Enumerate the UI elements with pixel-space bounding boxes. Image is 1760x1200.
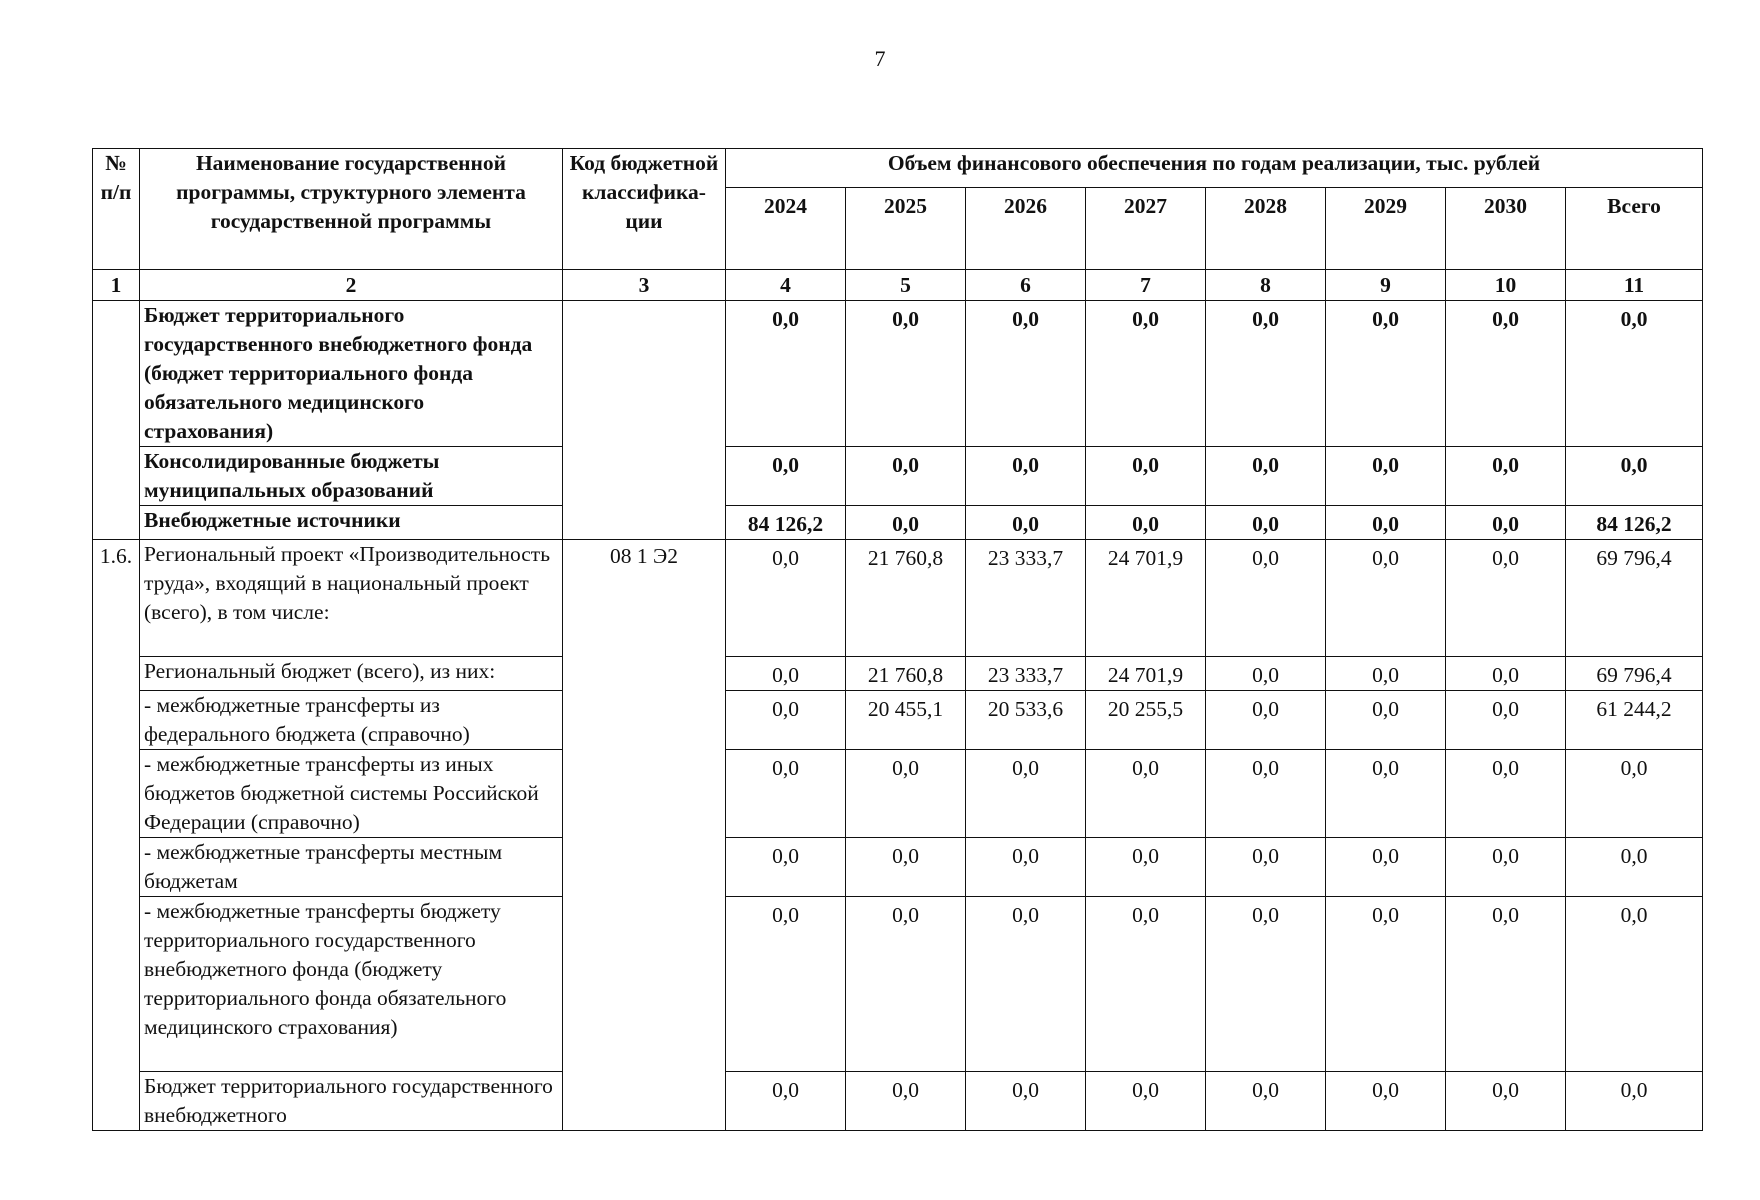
header-name: Наименование государственной программы, структурного элемента государственной программы (140, 149, 563, 270)
column-index: 7 (1086, 270, 1206, 301)
value-2025: 0,0 (846, 838, 966, 897)
table-row (93, 897, 1703, 1072)
value-2029: 0,0 (1326, 657, 1446, 691)
value-2024: 0,0 (726, 750, 846, 838)
value-2030: 0,0 (1446, 447, 1566, 506)
value-2026: 0,0 (966, 838, 1086, 897)
value-2030: 0,0 (1446, 691, 1566, 750)
header-year: 2030 (1446, 188, 1566, 270)
value-total: 0,0 (1566, 838, 1703, 897)
row-code (563, 301, 726, 540)
value-2025: 21 760,8 (846, 540, 966, 657)
value-2024: 0,0 (726, 301, 846, 447)
value-2024: 0,0 (726, 1072, 846, 1131)
value-2030: 0,0 (1446, 657, 1566, 691)
value-2028: 0,0 (1206, 897, 1326, 1072)
column-index-row (93, 270, 1703, 301)
row-name: - межбюджетные трансферты местным бюджетам (140, 838, 563, 897)
row-name: - межбюджетные трансферты бюджету территориального государственного внебюджетного фонда (бюджету территориального фонда обязательного медицинского страхования) (140, 897, 563, 1072)
value-total: 61 244,2 (1566, 691, 1703, 750)
value-2028: 0,0 (1206, 540, 1326, 657)
value-2024: 0,0 (726, 540, 846, 657)
value-2027: 0,0 (1086, 1072, 1206, 1131)
value-2027: 0,0 (1086, 838, 1206, 897)
value-2028: 0,0 (1206, 691, 1326, 750)
value-2030: 0,0 (1446, 897, 1566, 1072)
value-2026: 0,0 (966, 506, 1086, 540)
column-index: 6 (966, 270, 1086, 301)
header-volume: Объем финансового обеспечения по годам реализации, тыс. рублей (726, 149, 1703, 188)
value-2025: 21 760,8 (846, 657, 966, 691)
value-2027: 0,0 (1086, 301, 1206, 447)
column-index: 2 (140, 270, 563, 301)
value-2030: 0,0 (1446, 838, 1566, 897)
row-name: Консолидированные бюджеты муниципальных образований (140, 447, 563, 506)
value-2030: 0,0 (1446, 1072, 1566, 1131)
value-2025: 0,0 (846, 447, 966, 506)
value-2024: 84 126,2 (726, 506, 846, 540)
value-2026: 0,0 (966, 1072, 1086, 1131)
value-2026: 23 333,7 (966, 540, 1086, 657)
value-2028: 0,0 (1206, 447, 1326, 506)
value-2027: 24 701,9 (1086, 540, 1206, 657)
header-year: 2029 (1326, 188, 1446, 270)
value-2030: 0,0 (1446, 506, 1566, 540)
value-2029: 0,0 (1326, 750, 1446, 838)
value-total: 0,0 (1566, 1072, 1703, 1131)
table-row (93, 838, 1703, 897)
value-2027: 0,0 (1086, 506, 1206, 540)
financing-table (92, 148, 1703, 1131)
row-name: Региональный бюджет (всего), из них: (140, 657, 563, 691)
value-2027: 20 255,5 (1086, 691, 1206, 750)
value-2029: 0,0 (1326, 447, 1446, 506)
value-2026: 0,0 (966, 301, 1086, 447)
value-total: 0,0 (1566, 301, 1703, 447)
value-2024: 0,0 (726, 657, 846, 691)
header-year: 2025 (846, 188, 966, 270)
value-2025: 0,0 (846, 1072, 966, 1131)
header-code: Код бюджетной классифика-ции (563, 149, 726, 270)
column-index: 4 (726, 270, 846, 301)
row-name: - межбюджетные трансферты из федерального бюджета (справочно) (140, 691, 563, 750)
header-year: 2024 (726, 188, 846, 270)
row-name: Региональный проект «Производительность труда», входящий в национальный проект (всего), в том числе: (140, 540, 563, 657)
page-number: 7 (874, 46, 886, 71)
value-2024: 0,0 (726, 691, 846, 750)
value-2025: 0,0 (846, 897, 966, 1072)
value-total: 84 126,2 (1566, 506, 1703, 540)
table-row (93, 301, 1703, 447)
column-index: 3 (563, 270, 726, 301)
table-row (93, 657, 1703, 691)
header-year: 2026 (966, 188, 1086, 270)
row-name: Бюджет территориального государственного внебюджетного фонда (бюджет территориального фонда обязательного медицинского страхования) (140, 301, 563, 447)
value-2024: 0,0 (726, 838, 846, 897)
header-row-1 (93, 149, 1703, 188)
value-2028: 0,0 (1206, 657, 1326, 691)
value-2024: 0,0 (726, 897, 846, 1072)
header-no: № п/п (93, 149, 140, 270)
value-2025: 20 455,1 (846, 691, 966, 750)
value-2026: 0,0 (966, 897, 1086, 1072)
row-number (93, 301, 140, 540)
value-total: 69 796,4 (1566, 657, 1703, 691)
table-row (93, 447, 1703, 506)
value-2029: 0,0 (1326, 691, 1446, 750)
row-code: 08 1 Э2 (563, 540, 726, 1131)
value-2028: 0,0 (1206, 1072, 1326, 1131)
value-total: 0,0 (1566, 447, 1703, 506)
column-index: 9 (1326, 270, 1446, 301)
value-2026: 0,0 (966, 750, 1086, 838)
value-total: 69 796,4 (1566, 540, 1703, 657)
value-2030: 0,0 (1446, 540, 1566, 657)
value-total: 0,0 (1566, 750, 1703, 838)
value-2027: 24 701,9 (1086, 657, 1206, 691)
table-row (93, 1072, 1703, 1131)
value-2028: 0,0 (1206, 838, 1326, 897)
header-year: 2027 (1086, 188, 1206, 270)
value-2030: 0,0 (1446, 301, 1566, 447)
value-2029: 0,0 (1326, 838, 1446, 897)
value-2026: 0,0 (966, 447, 1086, 506)
row-name: Внебюджетные источники (140, 506, 563, 540)
value-2025: 0,0 (846, 750, 966, 838)
value-2030: 0,0 (1446, 750, 1566, 838)
column-index: 8 (1206, 270, 1326, 301)
header-total: Всего (1566, 188, 1703, 270)
table-row (93, 506, 1703, 540)
value-2028: 0,0 (1206, 750, 1326, 838)
value-2027: 0,0 (1086, 447, 1206, 506)
value-2029: 0,0 (1326, 301, 1446, 447)
value-2025: 0,0 (846, 301, 966, 447)
value-2028: 0,0 (1206, 506, 1326, 540)
column-index: 10 (1446, 270, 1566, 301)
value-2029: 0,0 (1326, 1072, 1446, 1131)
value-2024: 0,0 (726, 447, 846, 506)
value-total: 0,0 (1566, 897, 1703, 1072)
table-row (93, 750, 1703, 838)
column-index: 11 (1566, 270, 1703, 301)
value-2026: 20 533,6 (966, 691, 1086, 750)
row-name: - межбюджетные трансферты из иных бюджетов бюджетной системы Российской Федерации (справочно) (140, 750, 563, 838)
row-name: Бюджет территориального государственного внебюджетного (140, 1072, 563, 1131)
value-2026: 23 333,7 (966, 657, 1086, 691)
header-year: 2028 (1206, 188, 1326, 270)
row-number: 1.6. (93, 540, 140, 1131)
value-2029: 0,0 (1326, 897, 1446, 1072)
value-2029: 0,0 (1326, 540, 1446, 657)
value-2029: 0,0 (1326, 506, 1446, 540)
value-2025: 0,0 (846, 506, 966, 540)
table-row (93, 540, 1703, 657)
column-index: 5 (846, 270, 966, 301)
value-2027: 0,0 (1086, 750, 1206, 838)
value-2028: 0,0 (1206, 301, 1326, 447)
column-index: 1 (93, 270, 140, 301)
value-2027: 0,0 (1086, 897, 1206, 1072)
table-row (93, 691, 1703, 750)
